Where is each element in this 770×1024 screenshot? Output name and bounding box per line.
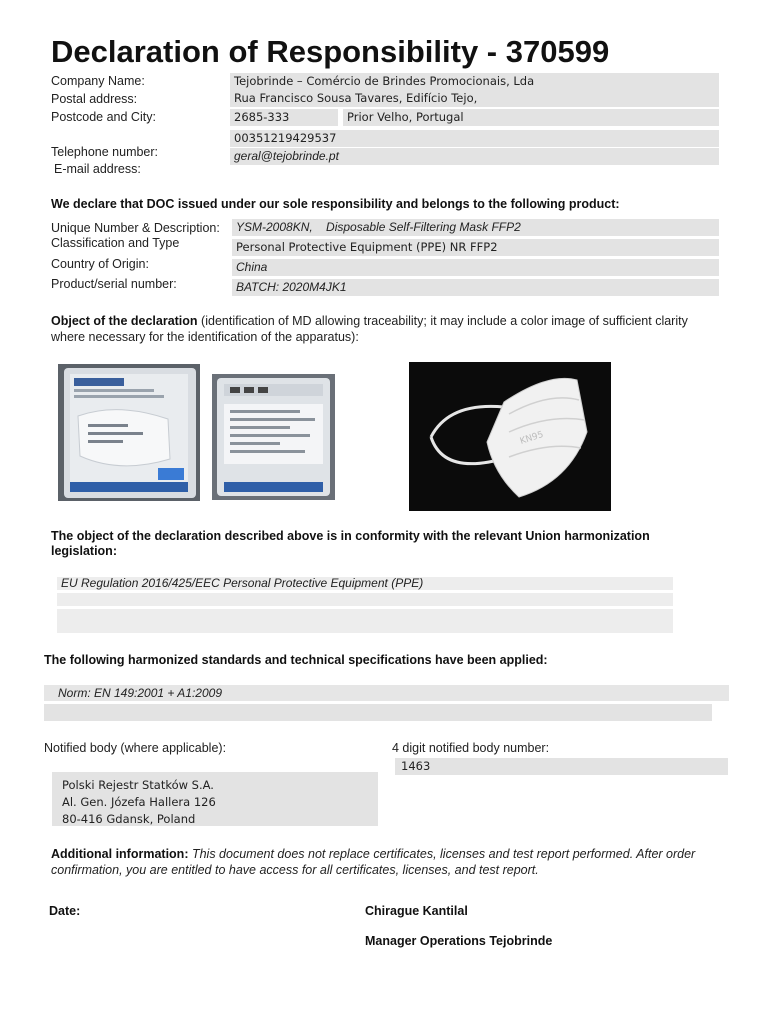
notified-body-line2: Al. Gen. Józefa Hallera 126 — [62, 795, 216, 809]
signatory-name: Chirague Kantilal — [365, 904, 468, 918]
postcode-field[interactable]: 2685-333 — [230, 109, 338, 126]
date-label: Date: — [49, 904, 81, 918]
notified-number-label: 4 digit notified body number: — [392, 741, 550, 755]
telephone-field[interactable]: 00351219429537 — [230, 130, 719, 147]
declaration-heading: We declare that DOC issued under our sole responsibility and belongs to the following product: — [51, 197, 620, 211]
email-label: E-mail address: — [54, 162, 141, 176]
regulation-field-2[interactable] — [57, 593, 673, 606]
notified-body-address[interactable] — [52, 772, 378, 826]
additional-information — [51, 846, 731, 878]
page-title: Declaration of Responsibility - 370599 — [51, 34, 610, 69]
notified-body-line1: Polski Rejestr Statków S.A. — [62, 778, 214, 792]
unique-number-value: YSM-2008KN, — [236, 220, 313, 234]
email-field[interactable]: geral@tejobrinde.pt — [230, 148, 719, 165]
object-declaration-body: (identification of MD allowing traceability; it may include a color image of sufficient clarity where necessary for the identification of the apparatus): — [51, 314, 688, 344]
unique-number-label: Unique Number & Description: — [51, 221, 220, 235]
notified-body-line3: 80-416 Gdansk, Poland — [62, 812, 196, 826]
serial-number-field[interactable]: BATCH: 2020M4JK1 — [232, 279, 719, 296]
serial-number-label: Product/serial number: — [51, 277, 177, 291]
norm-field[interactable]: Norm: EN 149:2001 + A1:2009 — [44, 685, 729, 701]
company-name-field[interactable]: Tejobrinde – Comércio de Brindes Promocionais, Lda — [230, 73, 719, 90]
classification-label: Classification and Type — [51, 236, 180, 250]
notified-body-label: Notified body (where applicable): — [44, 741, 227, 755]
regulation-text: EU Regulation 2016/425/EEC Personal Protective Equipment (PPE) — [61, 576, 424, 590]
norm-field-2[interactable] — [44, 704, 712, 721]
additional-info-body: This document does not replace certificates, licenses and test report performed. After order confirmation, you are entitled to have access for all certificates, licenses, and test report. — [51, 847, 696, 877]
mask-image — [409, 362, 611, 511]
mask-print-label: KN95 — [518, 429, 545, 447]
postal-address-label: Postal address: — [51, 92, 138, 106]
standards-heading: The following harmonized standards and technical specifications have been applied: — [44, 653, 548, 667]
telephone-label: Telephone number: — [51, 145, 159, 159]
description-value: Disposable Self-Filtering Mask FFP2 — [326, 220, 521, 234]
country-origin-field[interactable]: China — [232, 259, 719, 276]
notified-number-field[interactable]: 1463 — [395, 758, 728, 775]
signatory-role: Manager Operations Tejobrinde — [365, 934, 553, 948]
regulation-field-4[interactable] — [57, 620, 673, 633]
additional-info-bold: Additional information: — [51, 847, 189, 861]
postcode-city-label: Postcode and City: — [51, 110, 156, 124]
package-front-image — [58, 364, 200, 501]
product-photo-mask — [409, 362, 611, 511]
company-name-label: Company Name: — [51, 74, 145, 88]
postal-address-field[interactable]: Rua Francisco Sousa Tavares, Edifício Tejo, — [230, 90, 719, 107]
product-photo-package-front — [58, 364, 200, 501]
object-declaration-text — [51, 313, 721, 345]
object-declaration-bold: Object of the declaration — [51, 314, 198, 328]
country-origin-label: Country of Origin: — [51, 257, 149, 271]
conformity-heading: The object of the declaration described above is in conformity with the relevant Union harmonization legislation: — [51, 529, 650, 558]
package-back-image — [212, 374, 335, 500]
product-photo-package-back — [212, 374, 335, 500]
city-field[interactable]: Prior Velho, Portugal — [343, 109, 719, 126]
unique-number-field[interactable] — [232, 219, 719, 236]
classification-field[interactable]: Personal Protective Equipment (PPE) NR FFP2 — [232, 239, 719, 256]
